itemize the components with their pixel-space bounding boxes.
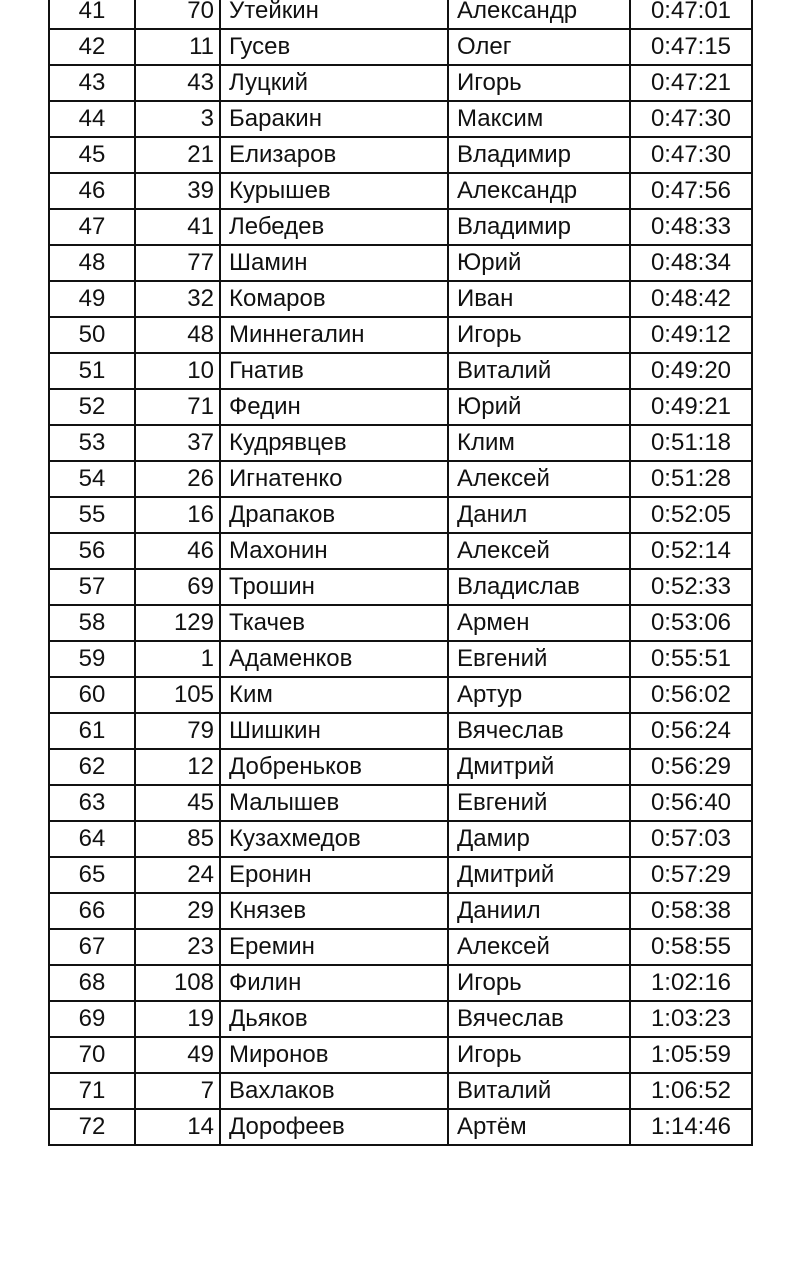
bib-number-cell: 108 [135, 965, 220, 1001]
finish-time-cell: 1:02:16 [630, 965, 752, 1001]
surname-cell: Филин [220, 965, 448, 1001]
first-name-cell: Юрий [448, 245, 630, 281]
bib-number-cell: 1 [135, 641, 220, 677]
bib-number-cell: 71 [135, 389, 220, 425]
bib-number-cell: 26 [135, 461, 220, 497]
bib-number-cell: 105 [135, 677, 220, 713]
results-table [48, 0, 753, 1146]
place-cell: 67 [49, 929, 135, 965]
surname-cell: Драпаков [220, 497, 448, 533]
bib-number-cell: 11 [135, 29, 220, 65]
bib-number-cell: 21 [135, 137, 220, 173]
finish-time-cell: 0:47:56 [630, 173, 752, 209]
bib-number-cell: 48 [135, 317, 220, 353]
table-row [49, 677, 752, 713]
table-row [49, 0, 752, 29]
surname-cell: Еронин [220, 857, 448, 893]
place-cell: 70 [49, 1037, 135, 1073]
first-name-cell: Владислав [448, 569, 630, 605]
finish-time-cell: 0:57:03 [630, 821, 752, 857]
surname-cell: Игнатенко [220, 461, 448, 497]
table-row [49, 1001, 752, 1037]
place-cell: 41 [49, 0, 135, 29]
bib-number-cell: 23 [135, 929, 220, 965]
first-name-cell: Евгений [448, 641, 630, 677]
surname-cell: Гнатив [220, 353, 448, 389]
table-row [49, 1037, 752, 1073]
first-name-cell: Дмитрий [448, 749, 630, 785]
finish-time-cell: 0:47:30 [630, 101, 752, 137]
bib-number-cell: 14 [135, 1109, 220, 1145]
surname-cell: Кузахмедов [220, 821, 448, 857]
surname-cell: Еремин [220, 929, 448, 965]
bib-number-cell: 19 [135, 1001, 220, 1037]
table-row [49, 245, 752, 281]
bib-number-cell: 69 [135, 569, 220, 605]
first-name-cell: Владимир [448, 209, 630, 245]
first-name-cell: Вячеслав [448, 713, 630, 749]
table-row [49, 209, 752, 245]
bib-number-cell: 37 [135, 425, 220, 461]
table-row [49, 641, 752, 677]
surname-cell: Трошин [220, 569, 448, 605]
place-cell: 44 [49, 101, 135, 137]
surname-cell: Шамин [220, 245, 448, 281]
table-row [49, 749, 752, 785]
place-cell: 42 [49, 29, 135, 65]
finish-time-cell: 0:47:21 [630, 65, 752, 101]
table-row [49, 101, 752, 137]
finish-time-cell: 0:48:33 [630, 209, 752, 245]
first-name-cell: Даниил [448, 893, 630, 929]
place-cell: 50 [49, 317, 135, 353]
finish-time-cell: 1:06:52 [630, 1073, 752, 1109]
first-name-cell: Артур [448, 677, 630, 713]
table-row [49, 137, 752, 173]
place-cell: 58 [49, 605, 135, 641]
first-name-cell: Иван [448, 281, 630, 317]
surname-cell: Шишкин [220, 713, 448, 749]
place-cell: 54 [49, 461, 135, 497]
place-cell: 60 [49, 677, 135, 713]
surname-cell: Курышев [220, 173, 448, 209]
place-cell: 57 [49, 569, 135, 605]
table-row [49, 605, 752, 641]
first-name-cell: Олег [448, 29, 630, 65]
place-cell: 71 [49, 1073, 135, 1109]
first-name-cell: Игорь [448, 65, 630, 101]
first-name-cell: Максим [448, 101, 630, 137]
first-name-cell: Армен [448, 605, 630, 641]
place-cell: 43 [49, 65, 135, 101]
finish-time-cell: 0:51:28 [630, 461, 752, 497]
table-row [49, 461, 752, 497]
place-cell: 69 [49, 1001, 135, 1037]
bib-number-cell: 29 [135, 893, 220, 929]
first-name-cell: Юрий [448, 389, 630, 425]
surname-cell: Кудрявцев [220, 425, 448, 461]
finish-time-cell: 1:05:59 [630, 1037, 752, 1073]
table-row [49, 65, 752, 101]
finish-time-cell: 0:47:15 [630, 29, 752, 65]
table-row [49, 569, 752, 605]
finish-time-cell: 1:14:46 [630, 1109, 752, 1145]
first-name-cell: Алексей [448, 533, 630, 569]
first-name-cell: Клим [448, 425, 630, 461]
table-row [49, 965, 752, 1001]
place-cell: 52 [49, 389, 135, 425]
table-row [49, 425, 752, 461]
first-name-cell: Евгений [448, 785, 630, 821]
finish-time-cell: 0:48:34 [630, 245, 752, 281]
place-cell: 63 [49, 785, 135, 821]
bib-number-cell: 7 [135, 1073, 220, 1109]
first-name-cell: Дмитрий [448, 857, 630, 893]
bib-number-cell: 39 [135, 173, 220, 209]
bib-number-cell: 77 [135, 245, 220, 281]
finish-time-cell: 0:52:33 [630, 569, 752, 605]
table-row [49, 713, 752, 749]
first-name-cell: Александр [448, 0, 630, 29]
bib-number-cell: 45 [135, 785, 220, 821]
surname-cell: Гусев [220, 29, 448, 65]
place-cell: 47 [49, 209, 135, 245]
surname-cell: Баракин [220, 101, 448, 137]
surname-cell: Ткачев [220, 605, 448, 641]
table-row [49, 821, 752, 857]
table-row [49, 1073, 752, 1109]
finish-time-cell: 0:52:14 [630, 533, 752, 569]
results-table-body [49, 0, 752, 1145]
bib-number-cell: 79 [135, 713, 220, 749]
table-row [49, 785, 752, 821]
place-cell: 46 [49, 173, 135, 209]
finish-time-cell: 0:57:29 [630, 857, 752, 893]
surname-cell: Комаров [220, 281, 448, 317]
first-name-cell: Дамир [448, 821, 630, 857]
first-name-cell: Игорь [448, 965, 630, 1001]
place-cell: 61 [49, 713, 135, 749]
table-row [49, 497, 752, 533]
place-cell: 51 [49, 353, 135, 389]
place-cell: 55 [49, 497, 135, 533]
place-cell: 62 [49, 749, 135, 785]
surname-cell: Луцкий [220, 65, 448, 101]
surname-cell: Князев [220, 893, 448, 929]
place-cell: 59 [49, 641, 135, 677]
first-name-cell: Алексей [448, 929, 630, 965]
surname-cell: Дьяков [220, 1001, 448, 1037]
finish-time-cell: 0:51:18 [630, 425, 752, 461]
bib-number-cell: 16 [135, 497, 220, 533]
place-cell: 53 [49, 425, 135, 461]
place-cell: 68 [49, 965, 135, 1001]
finish-time-cell: 0:49:20 [630, 353, 752, 389]
surname-cell: Ким [220, 677, 448, 713]
surname-cell: Утейкин [220, 0, 448, 29]
surname-cell: Малышев [220, 785, 448, 821]
bib-number-cell: 24 [135, 857, 220, 893]
surname-cell: Махонин [220, 533, 448, 569]
first-name-cell: Данил [448, 497, 630, 533]
bib-number-cell: 3 [135, 101, 220, 137]
finish-time-cell: 0:53:06 [630, 605, 752, 641]
place-cell: 49 [49, 281, 135, 317]
first-name-cell: Игорь [448, 1037, 630, 1073]
surname-cell: Дорофеев [220, 1109, 448, 1145]
finish-time-cell: 0:47:01 [630, 0, 752, 29]
finish-time-cell: 0:58:55 [630, 929, 752, 965]
surname-cell: Елизаров [220, 137, 448, 173]
place-cell: 65 [49, 857, 135, 893]
finish-time-cell: 0:56:40 [630, 785, 752, 821]
first-name-cell: Виталий [448, 353, 630, 389]
surname-cell: Миронов [220, 1037, 448, 1073]
finish-time-cell: 0:58:38 [630, 893, 752, 929]
first-name-cell: Артём [448, 1109, 630, 1145]
first-name-cell: Виталий [448, 1073, 630, 1109]
bib-number-cell: 85 [135, 821, 220, 857]
bib-number-cell: 12 [135, 749, 220, 785]
table-row [49, 929, 752, 965]
first-name-cell: Алексей [448, 461, 630, 497]
table-row [49, 893, 752, 929]
place-cell: 64 [49, 821, 135, 857]
bib-number-cell: 70 [135, 0, 220, 29]
surname-cell: Добреньков [220, 749, 448, 785]
finish-time-cell: 0:56:29 [630, 749, 752, 785]
table-row [49, 353, 752, 389]
first-name-cell: Вячеслав [448, 1001, 630, 1037]
finish-time-cell: 0:56:02 [630, 677, 752, 713]
table-row [49, 281, 752, 317]
bib-number-cell: 43 [135, 65, 220, 101]
finish-time-cell: 0:49:12 [630, 317, 752, 353]
surname-cell: Лебедев [220, 209, 448, 245]
finish-time-cell: 0:48:42 [630, 281, 752, 317]
first-name-cell: Игорь [448, 317, 630, 353]
finish-time-cell: 1:03:23 [630, 1001, 752, 1037]
finish-time-cell: 0:55:51 [630, 641, 752, 677]
table-row [49, 389, 752, 425]
table-row [49, 1109, 752, 1145]
bib-number-cell: 10 [135, 353, 220, 389]
bib-number-cell: 129 [135, 605, 220, 641]
table-row [49, 857, 752, 893]
place-cell: 48 [49, 245, 135, 281]
finish-time-cell: 0:52:05 [630, 497, 752, 533]
surname-cell: Адаменков [220, 641, 448, 677]
surname-cell: Миннегалин [220, 317, 448, 353]
bib-number-cell: 46 [135, 533, 220, 569]
place-cell: 56 [49, 533, 135, 569]
table-row [49, 533, 752, 569]
place-cell: 72 [49, 1109, 135, 1145]
place-cell: 45 [49, 137, 135, 173]
place-cell: 66 [49, 893, 135, 929]
bib-number-cell: 49 [135, 1037, 220, 1073]
first-name-cell: Александр [448, 173, 630, 209]
finish-time-cell: 0:49:21 [630, 389, 752, 425]
first-name-cell: Владимир [448, 137, 630, 173]
finish-time-cell: 0:47:30 [630, 137, 752, 173]
surname-cell: Вахлаков [220, 1073, 448, 1109]
table-row [49, 173, 752, 209]
surname-cell: Федин [220, 389, 448, 425]
finish-time-cell: 0:56:24 [630, 713, 752, 749]
bib-number-cell: 41 [135, 209, 220, 245]
table-row [49, 29, 752, 65]
table-row [49, 317, 752, 353]
bib-number-cell: 32 [135, 281, 220, 317]
